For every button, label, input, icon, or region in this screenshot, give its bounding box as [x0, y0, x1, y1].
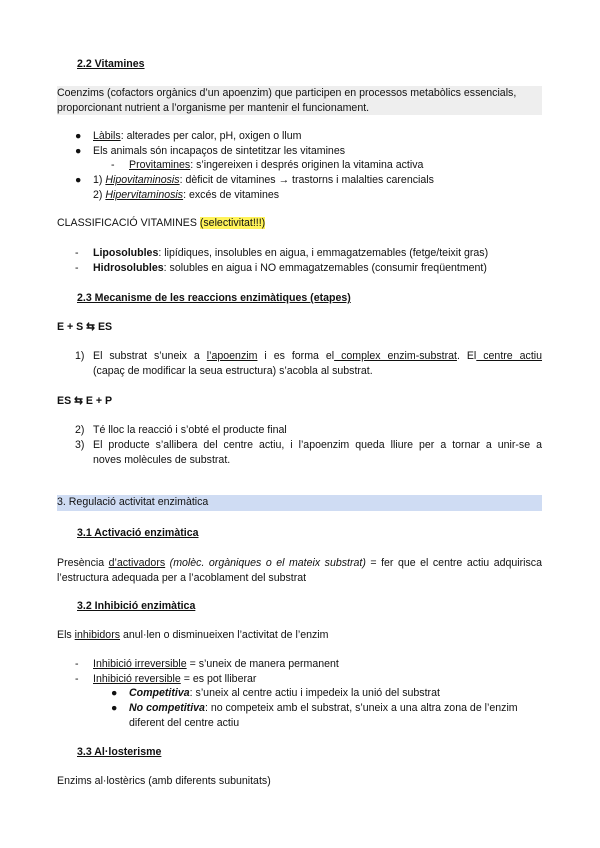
step-1-line-1 [93, 349, 542, 364]
activacio-text-b: = fer que el centre actiu adquirisca [365, 557, 542, 569]
liposolubles-text: : lipídiques, insolubles en aigua, i emmagatzemables (fetge/teixit gras) [158, 247, 489, 259]
step-1-line-2: (capaç de modificar la seua estructura) s’acobla al substrat. [93, 364, 373, 377]
provitamines-text: : s’ingereixen i després originen la vitamina activa [190, 159, 424, 171]
dash-marker: - [75, 262, 79, 274]
hipo-num: 1) [93, 174, 103, 186]
animals-text: Els animals són incapaços de sintetitzar les vitamines [93, 145, 346, 157]
step-3-line-1: El producte s’allibera del centre actiu, i l’apoenzim queda lliure per a tornar a unir-se a [93, 439, 542, 451]
intro-line-1: Coenzims (cofactors orgànics d’un apoenzim) que participen en processos metabòlics essencials, [57, 87, 517, 99]
no-competitiva-line-1 [129, 701, 542, 716]
competitiva-text: : s’uneix al centre actiu i impedeix la unió del substrat [189, 687, 440, 699]
heading-2-2: 2.2 Vitamines [77, 58, 145, 70]
competitiva-term: Competitiva [129, 687, 190, 699]
dash-marker: - [75, 673, 79, 685]
step-3-num: 3) [75, 439, 85, 451]
dash-marker: - [111, 159, 115, 171]
provitamines-term: Provitamines [129, 159, 191, 171]
hiper-num: 2) [93, 189, 103, 201]
inhibidors-text-b: anul·len o disminueixen l’activitat de l’enzim [120, 629, 329, 641]
step-1-text-a: El substrat s’uneix a [93, 350, 207, 362]
allosterisme-text: Enzims al·lostèrics (amb diferents subunitats) [57, 775, 271, 787]
inhibidors-term: inhibidors [74, 629, 121, 641]
hidrosolubles-text: : solubles en aigua i NO emmagatzemables (consumir freqüentment) [163, 262, 487, 274]
step-2-text: Té lloc la reacció i s’obté el producte final [93, 424, 287, 436]
dash-marker: - [75, 247, 79, 259]
step-2-num: 2) [75, 424, 85, 436]
bullet-dot-icon: ● [111, 687, 118, 699]
irreversible-text: = s’uneix de manera permanent [186, 658, 339, 670]
section-3-title: 3. Regulació activitat enzimàtica [57, 496, 209, 508]
reversible-term: Inhibició reversible [93, 673, 181, 685]
equation-e-s: E + S ⇆ ES [57, 321, 113, 333]
labils-text: : alterades per calor, pH, oxigen o llum [120, 130, 302, 142]
hipo-text: : dèficit de vitamines → trastorns i malalties carencials [179, 174, 434, 186]
irreversible-term: Inhibició irreversible [93, 658, 187, 670]
activacio-paragraph [57, 556, 542, 585]
activacio-line-2: l’estructura adequada per a l’acoblament del substrat [57, 571, 307, 584]
complex-term: complex enzim-substrat [334, 350, 457, 362]
classificacio-line [57, 216, 265, 231]
activadors-italic: (molèc. orgàniques o el mateix substrat) [165, 557, 366, 569]
step-1-text-b: i es forma el [257, 350, 335, 362]
section-3-title-band [57, 495, 542, 511]
reversible-text: = es pot lliberar [180, 673, 257, 685]
step-1-text-c: . El [456, 350, 477, 362]
centre-actiu-term: centre actiu [476, 350, 543, 362]
bullet-dot-icon: ● [75, 130, 82, 142]
bullet-dot-icon: ● [111, 702, 118, 714]
labils-term: Làbils [93, 130, 121, 142]
inhibidors-line [57, 628, 328, 643]
item-hipervitaminosis [93, 188, 279, 203]
heading-3-2: 3.2 Inhibició enzimàtica [77, 600, 196, 612]
activacio-text-a: Presència [57, 557, 109, 569]
liposolubles-term: Liposolubles [93, 247, 159, 259]
classificacio-label: CLASSIFICACIÓ VITAMINES [57, 217, 200, 229]
no-competitiva-line-2: diferent del centre actiu [129, 716, 240, 729]
intro-paragraph [57, 86, 542, 115]
activacio-line-1 [57, 556, 542, 571]
bullet-dot-icon: ● [75, 174, 82, 186]
dash-marker: - [75, 658, 79, 670]
hiper-text: : excés de vitamines [183, 189, 280, 201]
hipo-term: Hipovitaminosis [105, 174, 180, 186]
heading-2-3: 2.3 Mecanisme de les reaccions enzimàtiques (etapes) [77, 292, 351, 304]
selectivitat-highlight: (selectivitat!!!) [199, 217, 266, 229]
inhibidors-text-a: Els [57, 629, 75, 641]
no-competitiva-term: No competitiva [129, 702, 205, 714]
heading-3-3: 3.3 Al·losterisme [77, 746, 162, 758]
activadors-term: d’activadors [108, 557, 166, 569]
no-competitiva-text-1: : no competeix amb el substrat, s’uneix a una altra zona de l’enzim [204, 702, 518, 714]
step-1-num: 1) [75, 350, 85, 362]
step-3-line-2: noves molècules de substrat. [93, 453, 231, 466]
hidrosolubles-term: Hidrosolubles [93, 262, 164, 274]
bullet-dot-icon: ● [75, 145, 82, 157]
intro-line-2: proporcionant nutrient a l’organisme per mantenir el funcionament. [57, 101, 370, 114]
apoenzim-term: l’apoenzim [206, 350, 258, 362]
heading-3-1: 3.1 Activació enzimàtica [77, 527, 199, 539]
equation-es-e-p: ES ⇆ E + P [57, 395, 113, 407]
hiper-term: Hipervitaminosis [105, 189, 184, 201]
